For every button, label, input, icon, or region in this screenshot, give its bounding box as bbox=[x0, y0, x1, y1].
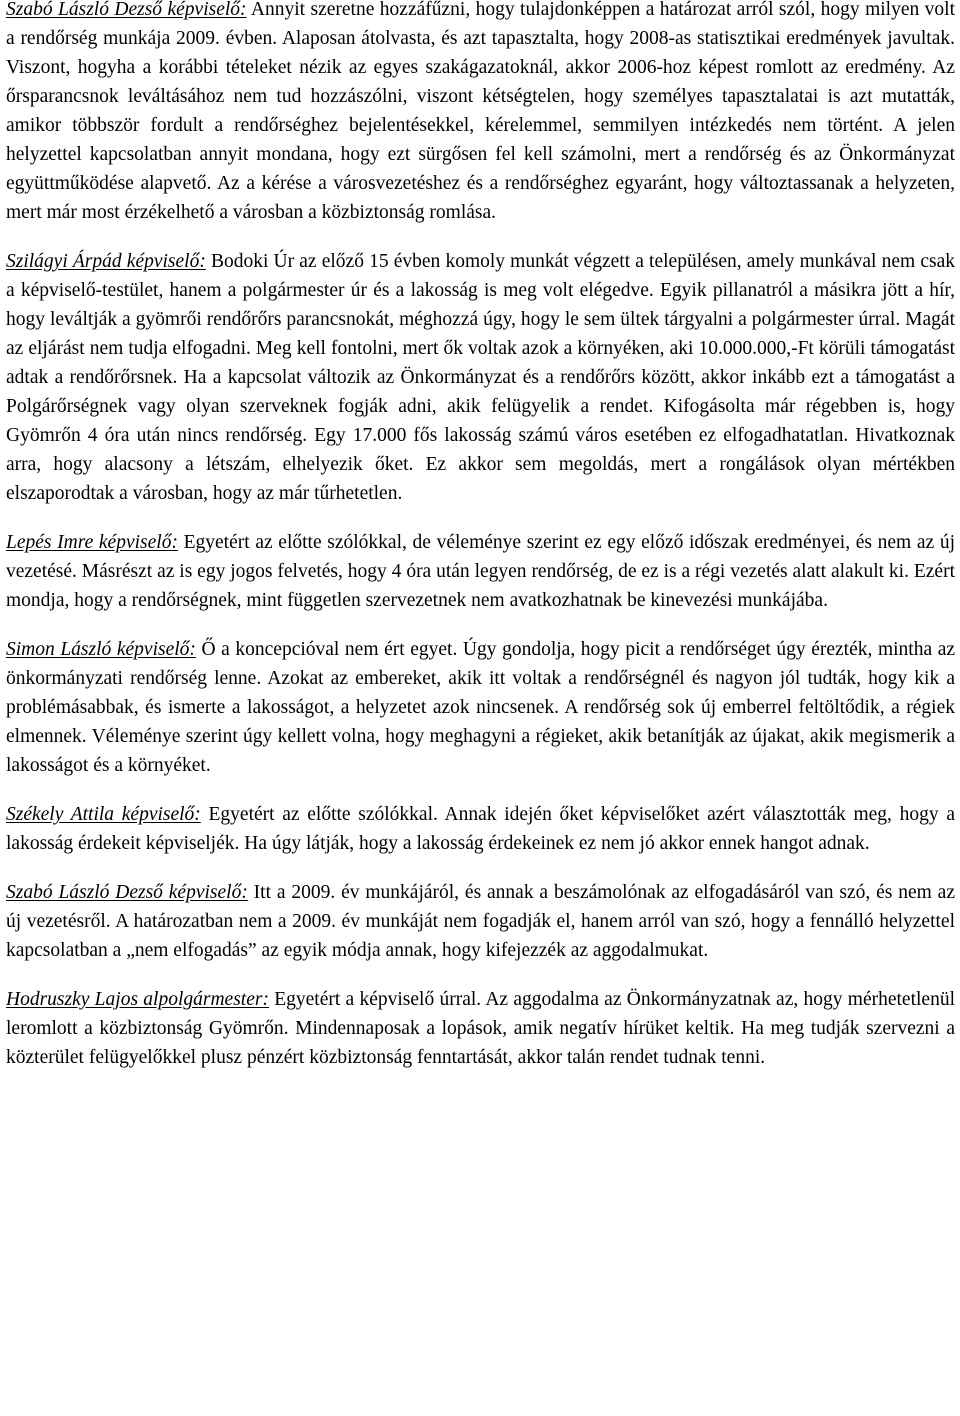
paragraph-simon bbox=[6, 635, 955, 780]
paragraph-szabo-1 bbox=[6, 0, 955, 227]
document-page bbox=[6, 0, 955, 1416]
paragraph-text: Itt a 2009. év munkájáról, és annak a beszámolónak az elfogadásáról van szó, és nem az új vezetésről. A határozatban nem a 2009. év munkáját nem fogadják el, hanem arról van szó, hogy a fennálló helyzettel kapcsolatban a „nem elfogadás” az egyik módja annak, hogy kifejezzék az aggodalmukat. bbox=[6, 882, 955, 961]
paragraph-hodruszky bbox=[6, 985, 955, 1072]
speaker-name: Székely Attila képviselő: bbox=[6, 804, 201, 825]
paragraph-szekely bbox=[6, 800, 955, 858]
paragraph-szilagyi bbox=[6, 247, 955, 508]
paragraph-szabo-2 bbox=[6, 878, 955, 965]
paragraph-text: Egyetért a képviselő úrral. Az aggodalma az Önkormányzatnak az, hogy mérhetetlenül leromlott a közbiztonság Gyömrőn. Mindennaposak a lopások, amik negatív hírüket keltik. Ha meg tudják szervezni a közterület felügyelőkkel plusz pénzért közbiztonság fenntartását, akkor talán rendet tudnak tenni. bbox=[6, 989, 955, 1068]
speaker-name: Szabó László Dezső képviselő: bbox=[6, 882, 248, 903]
paragraph-lepes bbox=[6, 528, 955, 615]
speaker-name: Lepés Imre képviselő: bbox=[6, 532, 178, 553]
paragraph-text: Annyit szeretne hozzáfűzni, hogy tulajdonképpen a határozat arról szól, hogy milyen volt a rendőrség munkája 2009. évben. Alaposan átolvasta, és azt tapasztalta, hogy 2008-as statisztikai eredmények javultak. Viszont, hogyha a korábbi tételeket nézik az egyes szakágazatoknál, akkor 2006-hoz képest romlott az eredmény. Az őrsparancsnok leváltásához nem tud hozzászólni, viszont kétségtelen, hogy személyes tapasztalatai is azt mutatták, amikor többször fordult a rendőrséghez bejelentésekkel, kérelemmel, semmilyen intézkedés nem történt. A jelen helyzettel kapcsolatban annyit mondana, hogy ezt sürgősen fel kell számolni, mert a rendőrség és az Önkormányzat együttműködése alapvető. Az a kérése a városvezetéshez és a rendőrséghez egyaránt, hogy változtassanak a helyzeten, mert már most érzékelhető a városban a közbiztonság romlása. bbox=[6, 0, 955, 223]
speaker-name: Hodruszky Lajos alpolgármester: bbox=[6, 989, 269, 1010]
speaker-name: Szabó László Dezső képviselő: bbox=[6, 0, 247, 20]
paragraph-text: Bodoki Úr az előző 15 évben komoly munkát végzett a településen, amely munkával nem csak a képviselő-testület, hanem a polgármester úr és a lakosság is meg volt elégedve. Egyik pillanatról a másikra jött a hír, hogy leváltják a gyömrői rendőrőrs parancsnokát, méghozzá úgy, hogy le sem ültek tárgyalni a polgármester úrral. Magát az eljárást nem tudja elfogadni. Meg kell fontolni, mert ők voltak azok a környéken, aki 10.000.000,-Ft körüli támogatást adtak a rendőrőrsnek. Ha a kapcsolat változik az Önkormányzat és a rendőrőrs között, akkor inkább ezt a támogatást a Polgárőrségnek vagy olyan szerveknek fogják adni, akik felügyelik a rendet. Kifogásolta már régebben is, hogy Gyömrőn 4 óra után nincs rendőrség. Egy 17.000 fős lakosság számú város esetében ez elfogadhatatlan. Hivatkoznak arra, hogy alacsony a létszám, elhelyezik őket. Ez akkor sem megoldás, mert a rongálások olyan mértékben elszaporodtak a városban, hogy az már tűrhetetlen. bbox=[6, 251, 955, 504]
paragraph-text: Egyetért az előtte szólókkal. Annak idején őket képviselőket azért választották meg, hogy a lakosság érdekeit képviseljék. Ha úgy látják, hogy a lakosság érdekeinek ez nem jó akkor ennek hangot adnak. bbox=[6, 804, 955, 854]
speaker-name: Szilágyi Árpád képviselő: bbox=[6, 251, 206, 272]
speaker-name: Simon László képviselő: bbox=[6, 639, 196, 660]
paragraph-text: Ő a koncepcióval nem ért egyet. Úgy gondolja, hogy picit a rendőrséget úgy érezték, mintha az önkormányzati rendőrség lenne. Azokat az embereket, akik itt voltak a rendőrségnél és nagyon jól tudták, hogy kik a problémásabbak, és ismerte a lakosságot, a helyzetet azok nincsenek. A rendőrség sok új emberrel feltöltődik, a régiek elmennek. Véleménye szerint úgy kellett volna, hogy meghagyni a régieket, akik betanítják az újakat, akik megismerik a lakosságot és a környéket. bbox=[6, 639, 955, 776]
paragraph-text: Egyetért az előtte szólókkal, de véleménye szerint ez egy előző időszak eredményei, és nem az új vezetésé. Másrészt az is egy jogos felvetés, hogy 4 óra után legyen rendőrség, de ez is a régi vezetés alatt alakult ki. Ezért mondja, hogy a rendőrségnek, mint független szervezetnek nem avatkozhatnak be kinevezési munkájába. bbox=[6, 532, 955, 611]
